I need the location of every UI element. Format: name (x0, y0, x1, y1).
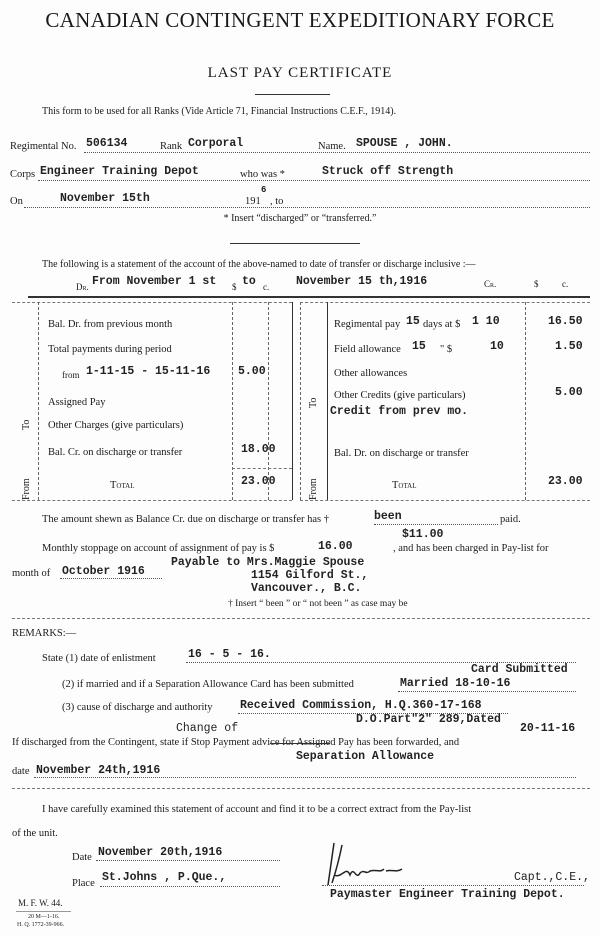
dotted-line (38, 180, 590, 181)
period-to-word: to (242, 275, 256, 288)
regimental-pay-label: Regimental pay (334, 319, 401, 330)
to-label: To (21, 419, 32, 430)
divider (12, 618, 590, 619)
regimental-no-label: Regimental No. (10, 141, 77, 152)
rank-value: Corporal (188, 137, 244, 150)
enlistment-date: 16 - 5 - 16. (188, 648, 271, 661)
cents-label: c. (263, 282, 270, 292)
rank-label: Rank (160, 141, 183, 152)
table-border (12, 302, 292, 303)
stop-payment-question: If discharged from the Contingent, state if Stop Payment advice for Assigned Pay has been forwarded, and (12, 737, 460, 748)
payable-to-line-1: Payable to Mrs.Maggie Spouse (171, 556, 365, 569)
married-answer: Married 18-10-16 (400, 677, 511, 690)
payments-value: 5.00 (238, 365, 266, 378)
cr-cents-label: c. (562, 279, 569, 289)
table-border (300, 500, 590, 501)
bal-dr-prev-label: Bal. Dr. from previous month (48, 319, 173, 330)
regimental-pay-days: 15 (406, 315, 420, 328)
bal-cr-label: Bal. Cr. on discharge or transfer (48, 447, 183, 458)
certification-text-end: of the unit. (12, 828, 58, 839)
paid-label: paid. (500, 514, 521, 525)
payments-period: 1-11-15 - 15-11-16 (86, 365, 211, 378)
field-allowance-label: Field allowance (334, 344, 401, 355)
corps-value: Engineer Training Depot (40, 165, 199, 178)
period-from-label: from (62, 370, 80, 380)
on-date-value: November 15th (60, 192, 150, 205)
paymaster-title: Paymaster Engineer Training Depot. (330, 888, 565, 901)
separation-allowance: Separation Allowance (296, 750, 435, 763)
regimental-pay-rate: 1 10 (472, 315, 500, 328)
regimental-pay-days-label: days at $ (423, 319, 461, 330)
form-number: M. F. W. 44. (18, 898, 63, 908)
paymaster-signature (320, 835, 420, 890)
payable-to-line-2: 1154 Gilford St., (251, 569, 369, 582)
month-label: month of (12, 568, 51, 579)
place-label: Place (72, 878, 95, 889)
from-label: From (308, 478, 319, 500)
from-label: From (21, 478, 32, 500)
print-info-2: H. Q. 1772-39-966. (17, 922, 65, 928)
dotted-line (24, 207, 590, 208)
table-border (300, 302, 590, 303)
cert-date-label: Date (72, 852, 92, 863)
field-allowance-days: 15 (412, 340, 426, 353)
period-to-date: November 15 th,1916 (296, 275, 428, 288)
dotted-line (374, 524, 498, 525)
dollar-label: $ (232, 282, 237, 292)
other-allowances-label: Other allowances (334, 368, 408, 379)
other-credits-label: Other Credits (give particulars) (334, 390, 466, 401)
discharge-cause-answer: Received Commission, H.Q.360-17-168 (240, 699, 482, 712)
divider (16, 911, 71, 912)
enlistment-question: State (1) date of enlistment (42, 653, 156, 664)
certification-text: I have carefully examined this statement of account and find it to be a correct extract from the Pay-list (42, 804, 472, 815)
card-submitted: Card Submitted (471, 663, 568, 676)
table-top-rule (28, 296, 590, 298)
regimental-no-value: 506134 (86, 137, 128, 150)
cert-date-value: November 20th,1916 (98, 846, 223, 859)
corps-label: Corps (10, 169, 36, 180)
table-column-line (327, 302, 328, 500)
table-column-line (525, 302, 526, 500)
year-printed: 191 (245, 196, 261, 207)
instruction-text: This form to be used for all Ranks (Vide Article 71, Financial Instructions C.E.F., 1914). (42, 106, 397, 117)
strikethrough (270, 743, 330, 744)
dotted-line (100, 886, 280, 887)
who-was-value: Struck off Strength (322, 165, 454, 178)
table-column-line (232, 302, 233, 500)
field-allowance-value: 1.50 (555, 340, 583, 353)
stoppage-new-value: $11.00 (402, 528, 444, 541)
paymaster-rank: Capt.,C.E., (514, 871, 590, 884)
credit-total-value: 23.00 (548, 475, 583, 488)
balance-paid-text: The amount shewn as Balance Cr. due on discharge or transfer has † (42, 514, 330, 525)
dotted-line (34, 777, 576, 778)
remarks-heading: REMARKS:— (12, 628, 77, 639)
period-from: From November 1 st (92, 275, 217, 288)
divider (255, 94, 330, 95)
discharge-cause-question: (3) cause of discharge and authority (62, 702, 213, 713)
stoppage-struck-value: 16.00 (318, 540, 353, 553)
divider (12, 788, 590, 789)
balance-paid-value: been (374, 510, 402, 523)
field-allowance-rate-label: " $ (440, 344, 453, 355)
other-credits-value: 5.00 (555, 386, 583, 399)
divider (230, 243, 360, 244)
document-title: CANADIAN CONTINGENT EXPEDITIONARY FORCE (45, 8, 555, 32)
stop-payment-date: November 24th,1916 (36, 764, 161, 777)
name-label: Name. (318, 141, 346, 152)
insert-note: * Insert “discharged” or “transferred.” (223, 213, 377, 224)
other-credits-particulars: Credit from prev mo. (330, 405, 469, 418)
stoppage-tail: , and has been charged in Pay-list for (393, 543, 549, 554)
other-charges-label: Other Charges (give particulars) (48, 420, 184, 431)
table-border (292, 302, 293, 500)
change-of-insert: Change of (176, 722, 239, 735)
to-label: , to (270, 196, 284, 207)
married-question: (2) if married and if a Separation Allowance Card has been submitted (62, 679, 354, 690)
dotted-line (84, 152, 590, 153)
document-subtitle: LAST PAY CERTIFICATE (207, 65, 393, 81)
discharge-order: D.O.Part"2" 289,Dated (356, 713, 501, 726)
name-value: SPOUSE , JOHN. (356, 137, 453, 150)
bal-cr-value: 18.00 (241, 443, 276, 456)
cr-dollar-label: $ (534, 279, 539, 289)
field-allowance-rate: 10 (490, 340, 504, 353)
debit-total-value: 23.00 (241, 475, 276, 488)
dr-label: Dr. (76, 282, 89, 292)
credit-total-label: Total (392, 480, 417, 491)
bal-dr-discharge-label: Bal. Dr. on discharge or transfer (334, 448, 469, 459)
date-label: date (12, 766, 30, 777)
to-label: To (308, 397, 319, 408)
discharge-order-date: 20-11-16 (520, 722, 576, 735)
assigned-pay-label: Assigned Pay (48, 397, 106, 408)
payable-to-line-3: Vancouver., B.C. (251, 582, 362, 595)
stoppage-text: Monthly stoppage on account of assignment of pay is $ (42, 543, 275, 554)
dotted-line (322, 885, 584, 886)
table-border (300, 302, 301, 500)
table-column-line (268, 302, 269, 500)
dotted-line (60, 578, 162, 579)
who-was-label: who was * (240, 169, 285, 180)
regimental-pay-value: 16.50 (548, 315, 583, 328)
year-typed: 6 (261, 185, 267, 195)
statement-intro: The following is a statement of the account of the above-named to date of transfer or discharge inclusive :— (42, 259, 476, 270)
insert-been-note: † Insert “ been ” or “ not been ” as case may be (228, 599, 408, 609)
place-value: St.Johns , P.Que., (102, 871, 227, 884)
table-border (12, 500, 292, 501)
total-rule (232, 468, 292, 469)
cr-label: Cr. (484, 279, 497, 289)
dotted-line (398, 691, 576, 692)
dotted-line (96, 860, 280, 861)
print-info-1: 20 M—1-16. (28, 914, 60, 920)
on-label: On (10, 196, 23, 207)
table-border (38, 302, 39, 500)
debit-total-label: Total (110, 480, 135, 491)
month-value: October 1916 (62, 565, 145, 578)
total-payments-label: Total payments during period (48, 344, 172, 355)
